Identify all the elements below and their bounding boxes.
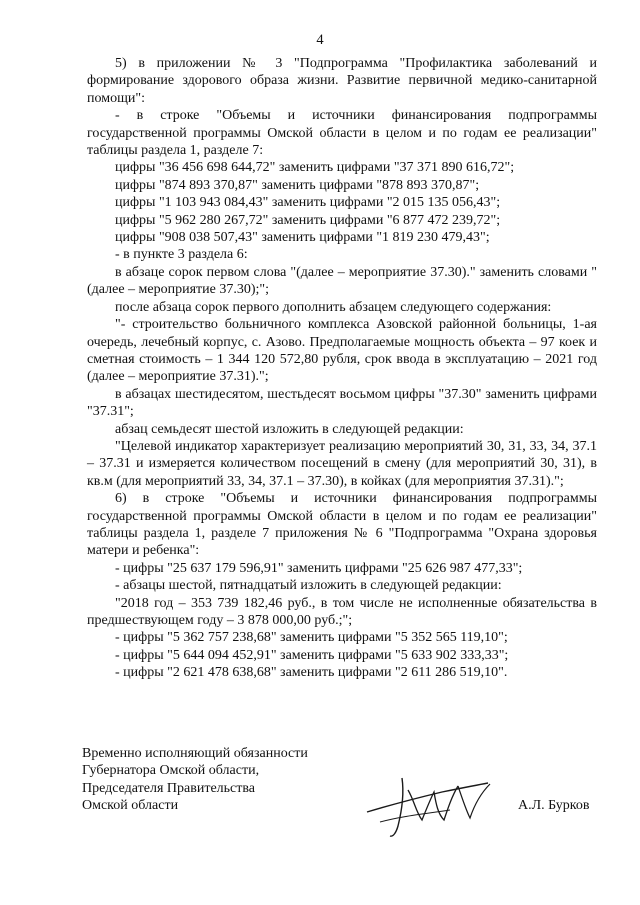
signatory-position-line: Омской области (82, 798, 179, 814)
paragraph: абзац семьдесят шестой изложить в следующей редакции: (115, 421, 464, 437)
signatory-position-line: Губернатора Омской области, (82, 763, 260, 779)
paragraph: "2018 год – 353 739 182,46 руб., в том числе не исполненные обязательства в предшествующем году – 3 878 000,00 руб.;"; (87, 595, 597, 628)
paragraph: "Целевой индикатор характеризует реализацию мероприятий 30, 31, 33, 34, 37.1 – 37.31 и измеряется количеством посещений в смену (для мероприятий 30, 31), в кв.м (для мероприятий 33, 34, 37.1 – 37.30), в койках (для мероприятия 37.31)."; (87, 438, 597, 489)
signatory-position (82, 745, 342, 815)
paragraph: цифры "1 103 943 084,43" заменить цифрами "2 015 135 056,43"; (115, 195, 501, 211)
paragraph: после абзаца сорок первого дополнить абзацем следующего содержания: (115, 299, 552, 315)
paragraph: цифры "5 962 280 267,72" заменить цифрами "6 877 472 239,72"; (115, 212, 501, 228)
paragraph: - в пункте 3 раздела 6: (115, 247, 248, 263)
paragraph: - цифры "5 362 757 238,68" заменить цифрами "5 352 565 119,10"; (115, 630, 508, 646)
paragraph: - в строке "Объемы и источники финансирования подпрограммы государственной программы Омской области в целом и по годам ее реализации" таблицы раздела 1, разделе 7: (87, 108, 597, 159)
paragraph: в абзацах шестидесятом, шестьдесят восьмом цифры "37.30" заменить цифрами "37.31"; (87, 386, 597, 420)
paragraph: 5) в приложении № 3 "Подпрограмма "Профилактика заболеваний и формирование здорового образа жизни. Развитие первичной медико-санитарной помощи": (87, 56, 597, 106)
paragraph: 6) в строке "Объемы и источники финансирования подпрограммы государственной программы Омской области в целом и по годам ее реализации" таблицы раздела 1, разделе 7 приложения № 6 "Подпрограмма "Охрана здоровья матери и ребенка": (87, 491, 597, 559)
paragraph: - цифры "25 637 179 596,91" заменить цифрами "25 626 987 477,33"; (115, 560, 523, 576)
paragraph: цифры "36 456 698 644,72" заменить цифрами "37 371 890 616,72"; (115, 160, 515, 176)
document-body (87, 55, 597, 682)
paragraph: - цифры "2 621 478 638,68" заменить цифрами "2 611 286 519,10". (115, 665, 508, 681)
handwritten-signature (362, 770, 502, 840)
signer-name: А.Л. Бурков (518, 798, 590, 813)
paragraph: - цифры "5 644 094 452,91" заменить цифрами "5 633 902 333,33"; (115, 647, 509, 663)
paragraph: - абзацы шестой, пятнадцатый изложить в следующей редакции: (115, 578, 502, 594)
page-number: 4 (316, 32, 324, 48)
paragraph: цифры "908 038 507,43" заменить цифрами "1 819 230 479,43"; (115, 230, 490, 246)
signatory-position-line: Временно исполняющий обязанности (82, 746, 308, 761)
paragraph: цифры "874 893 370,87" заменить цифрами "878 893 370,87"; (115, 177, 480, 193)
signatory-position-line: Председателя Правительства (82, 780, 256, 796)
paragraph: в абзаце сорок первом слова "(далее – мероприятие 37.30)." заменить словами "(далее – мероприятие 37.30);"; (87, 264, 597, 298)
paragraph: "- строительство больничного комплекса Азовской районной больницы, 1-ая очередь, лечебный корпус, с. Азово. Предполагаемые мощность объекта – 97 коек и сметная стоимость – 1 344 120 572,80 рубля, срок ввода в эксплуатацию – 2021 год (далее – мероприятие 37.31)."; (87, 317, 597, 385)
